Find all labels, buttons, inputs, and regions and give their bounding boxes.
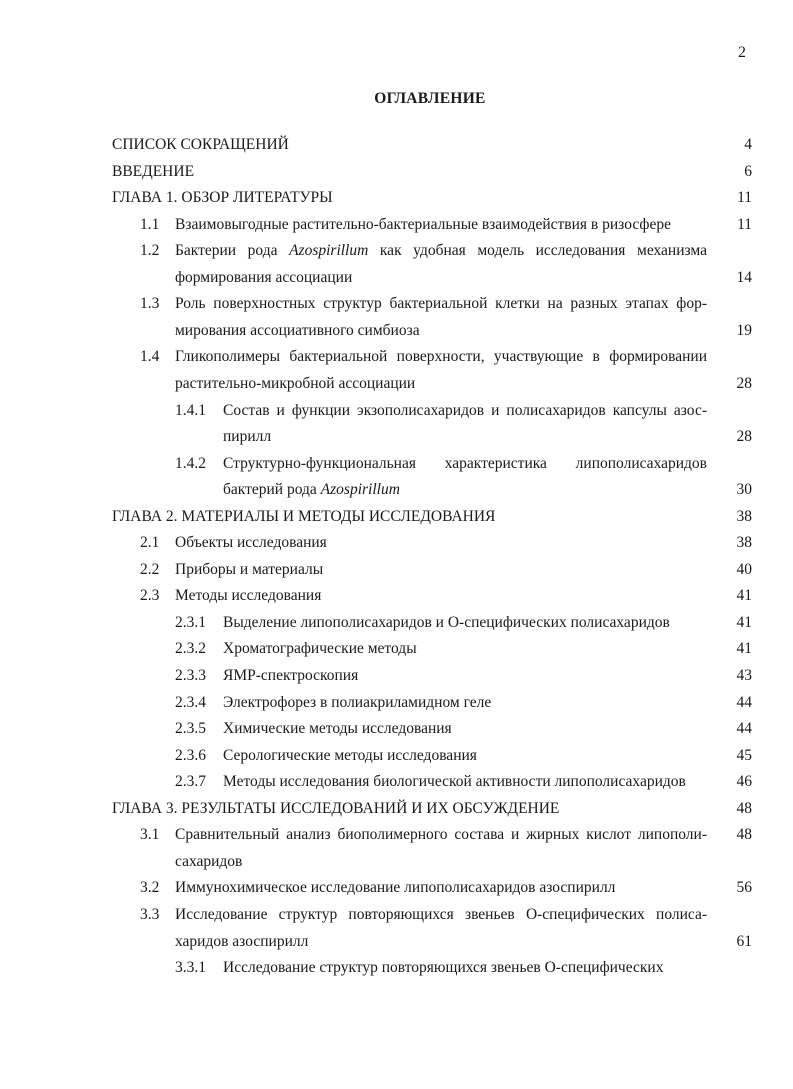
entry-title-line: формирования ассоциации xyxy=(175,268,353,286)
toc-section-entry xyxy=(0,663,793,689)
entry-title-line: Электрофорез в полиакриламидном геле xyxy=(223,693,492,711)
section-number: 3.1 xyxy=(140,826,160,844)
section-number: 3.3 xyxy=(140,905,160,923)
entry-title-line: Иммунохимическое исследование липополисахаридов азоспирилл xyxy=(175,879,616,897)
section-number: 2.3.1 xyxy=(175,613,206,631)
entry-title-line: Объекты исследования xyxy=(175,534,327,552)
section-number: 2.3.4 xyxy=(175,693,206,711)
entry-title-line: Бактерии рода Azospirillum как удобная модель исследования механизма xyxy=(175,242,707,260)
section-number: 1.3 xyxy=(140,295,160,313)
toc-chapter-entry xyxy=(0,796,793,822)
page-reference: 56 xyxy=(736,879,752,897)
section-number: 2.3.6 xyxy=(175,746,206,764)
entry-title-line: сахаридов xyxy=(175,852,243,870)
page-reference: 38 xyxy=(736,534,752,552)
section-number: 2.3.3 xyxy=(175,667,206,684)
toc-section-entry xyxy=(0,690,793,716)
entry-title-line: Выделение липополисахаридов и О-специфических полисахаридов xyxy=(223,613,670,631)
entry-title-line: ГЛАВА 3. РЕЗУЛЬТАТЫ ИССЛЕДОВАНИЙ И ИХ ОБСУЖДЕНИЕ xyxy=(112,799,560,817)
entry-title-line: СПИСОК СОКРАЩЕНИЙ xyxy=(112,136,289,153)
page-reference: 61 xyxy=(736,932,752,950)
section-number: 1.2 xyxy=(140,242,160,260)
entry-title-line: Методы исследования xyxy=(175,587,322,605)
entry-title-line: Сравнительный анализ биополимерного состава и жирных кислот липополи- xyxy=(175,826,707,844)
toc-section-entry xyxy=(0,716,793,742)
page-reference: 41 xyxy=(736,613,752,631)
entry-title-line: Методы исследования биологической активности липополисахаридов xyxy=(223,773,686,791)
section-number: 2.2 xyxy=(140,560,160,578)
toc-section-entry xyxy=(0,424,793,450)
entry-title-line: Состав и функции экзополисахаридов и полисахаридов капсулы азос- xyxy=(223,401,707,419)
page-reference: 44 xyxy=(736,693,752,711)
page-reference: 28 xyxy=(736,374,752,392)
section-number: 3.3.1 xyxy=(175,959,206,977)
toc-section-entry xyxy=(0,451,793,477)
page-reference: 4 xyxy=(744,136,752,153)
toc-section-entry xyxy=(0,875,793,901)
page-reference: 19 xyxy=(736,321,752,339)
page-reference: 40 xyxy=(736,560,752,578)
toc-section-entry xyxy=(0,743,793,769)
page-reference: 11 xyxy=(737,215,752,233)
entry-title-line: мирования ассоциативного симбиоза xyxy=(175,321,420,339)
page-reference: 38 xyxy=(736,507,752,525)
toc-section-entry xyxy=(0,610,793,636)
entry-title-line: ЯМР-спектроскопия xyxy=(223,667,359,684)
entry-title-line: Исследование структур повторяющихся звеньев О-специфических xyxy=(223,959,664,977)
section-number: 2.3.5 xyxy=(175,720,206,738)
page-reference: 45 xyxy=(736,746,752,764)
page-reference: 43 xyxy=(736,667,752,684)
entry-title-line: Структурно-функциональная характеристика липополисахаридов xyxy=(223,454,707,472)
entry-title-line: Серологические методы исследования xyxy=(223,746,477,764)
toc-section-entry xyxy=(0,291,793,317)
toc-section-entry xyxy=(0,344,793,370)
toc-section-entry xyxy=(0,769,793,795)
entry-title-line: ВВЕДЕНИЕ xyxy=(112,162,195,180)
toc-section-entry xyxy=(0,238,793,264)
toc-section-entry xyxy=(0,557,793,583)
entry-title-line: растительно-микробной ассоциации xyxy=(175,374,416,392)
section-number: 2.3 xyxy=(140,587,160,605)
section-number: 2.3.7 xyxy=(175,773,206,791)
toc-section-entry xyxy=(0,929,793,955)
toc-section-entry xyxy=(0,477,793,503)
section-number: 1.1 xyxy=(140,215,160,233)
italic-term: Azospirillum xyxy=(289,242,369,260)
entry-title-line: Приборы и материалы xyxy=(175,560,324,578)
entry-title-line: харидов азоспирилл xyxy=(175,932,309,950)
page-reference: 48 xyxy=(736,826,752,844)
toc-chapter-entry xyxy=(0,132,793,158)
page-reference: 44 xyxy=(736,720,752,738)
entry-title-line: Роль поверхностных структур бактериальной клетки на разных этапах фор- xyxy=(175,295,707,313)
entry-title-line: Гликополимеры бактериальной поверхности, участвующие в формировании xyxy=(175,348,707,366)
toc-chapter-entry xyxy=(0,159,793,185)
toc-section-entry xyxy=(0,371,793,397)
section-number: 3.2 xyxy=(140,879,160,897)
entry-title-line: ГЛАВА 2. МАТЕРИАЛЫ И МЕТОДЫ ИССЛЕДОВАНИЯ xyxy=(112,507,496,525)
section-number: 1.4 xyxy=(140,348,160,366)
page-reference: 48 xyxy=(736,799,752,817)
toc-section-entry xyxy=(0,530,793,556)
page-title: ОГЛАВЛЕНИЕ xyxy=(374,90,486,107)
toc-section-entry xyxy=(0,822,793,848)
entry-title-line: Исследование структур повторяющихся звеньев О-специфических полиса- xyxy=(175,905,707,923)
section-number: 2.1 xyxy=(140,534,160,552)
page-reference: 28 xyxy=(736,428,752,446)
toc-chapter-entry xyxy=(0,504,793,530)
toc-section-entry xyxy=(0,265,793,291)
page-reference: 41 xyxy=(736,587,752,605)
toc-section-entry xyxy=(0,955,793,981)
page-reference: 41 xyxy=(736,640,752,658)
toc-section-entry xyxy=(0,636,793,662)
toc-section-entry xyxy=(0,212,793,238)
italic-term: Azospirillum xyxy=(320,481,400,499)
toc-section-entry xyxy=(0,398,793,424)
section-number: 1.4.2 xyxy=(175,454,206,472)
toc-section-entry xyxy=(0,902,793,928)
entry-title-line: ГЛАВА 1. ОБЗОР ЛИТЕРАТУРЫ xyxy=(112,189,333,207)
entry-title-line: Хроматографические методы xyxy=(223,640,417,658)
page-number: 2 xyxy=(738,44,746,61)
toc-section-entry xyxy=(0,849,793,875)
page-reference: 30 xyxy=(736,481,752,499)
entry-title-line: Взаимовыгодные растительно-бактериальные взаимодействия в ризосфере xyxy=(175,215,671,233)
page-reference: 11 xyxy=(737,189,752,207)
toc-section-entry xyxy=(0,318,793,344)
section-number: 1.4.1 xyxy=(175,401,206,419)
page-reference: 14 xyxy=(736,268,752,286)
toc-chapter-entry xyxy=(0,185,793,211)
entry-title-line: пирилл xyxy=(223,428,272,446)
page-reference: 46 xyxy=(736,773,752,791)
toc-section-entry xyxy=(0,583,793,609)
entry-title-line: бактерий рода Azospirillum xyxy=(223,481,400,499)
section-number: 2.3.2 xyxy=(175,640,206,658)
entry-title-line: Химические методы исследования xyxy=(223,720,452,738)
page-reference: 6 xyxy=(744,162,752,180)
